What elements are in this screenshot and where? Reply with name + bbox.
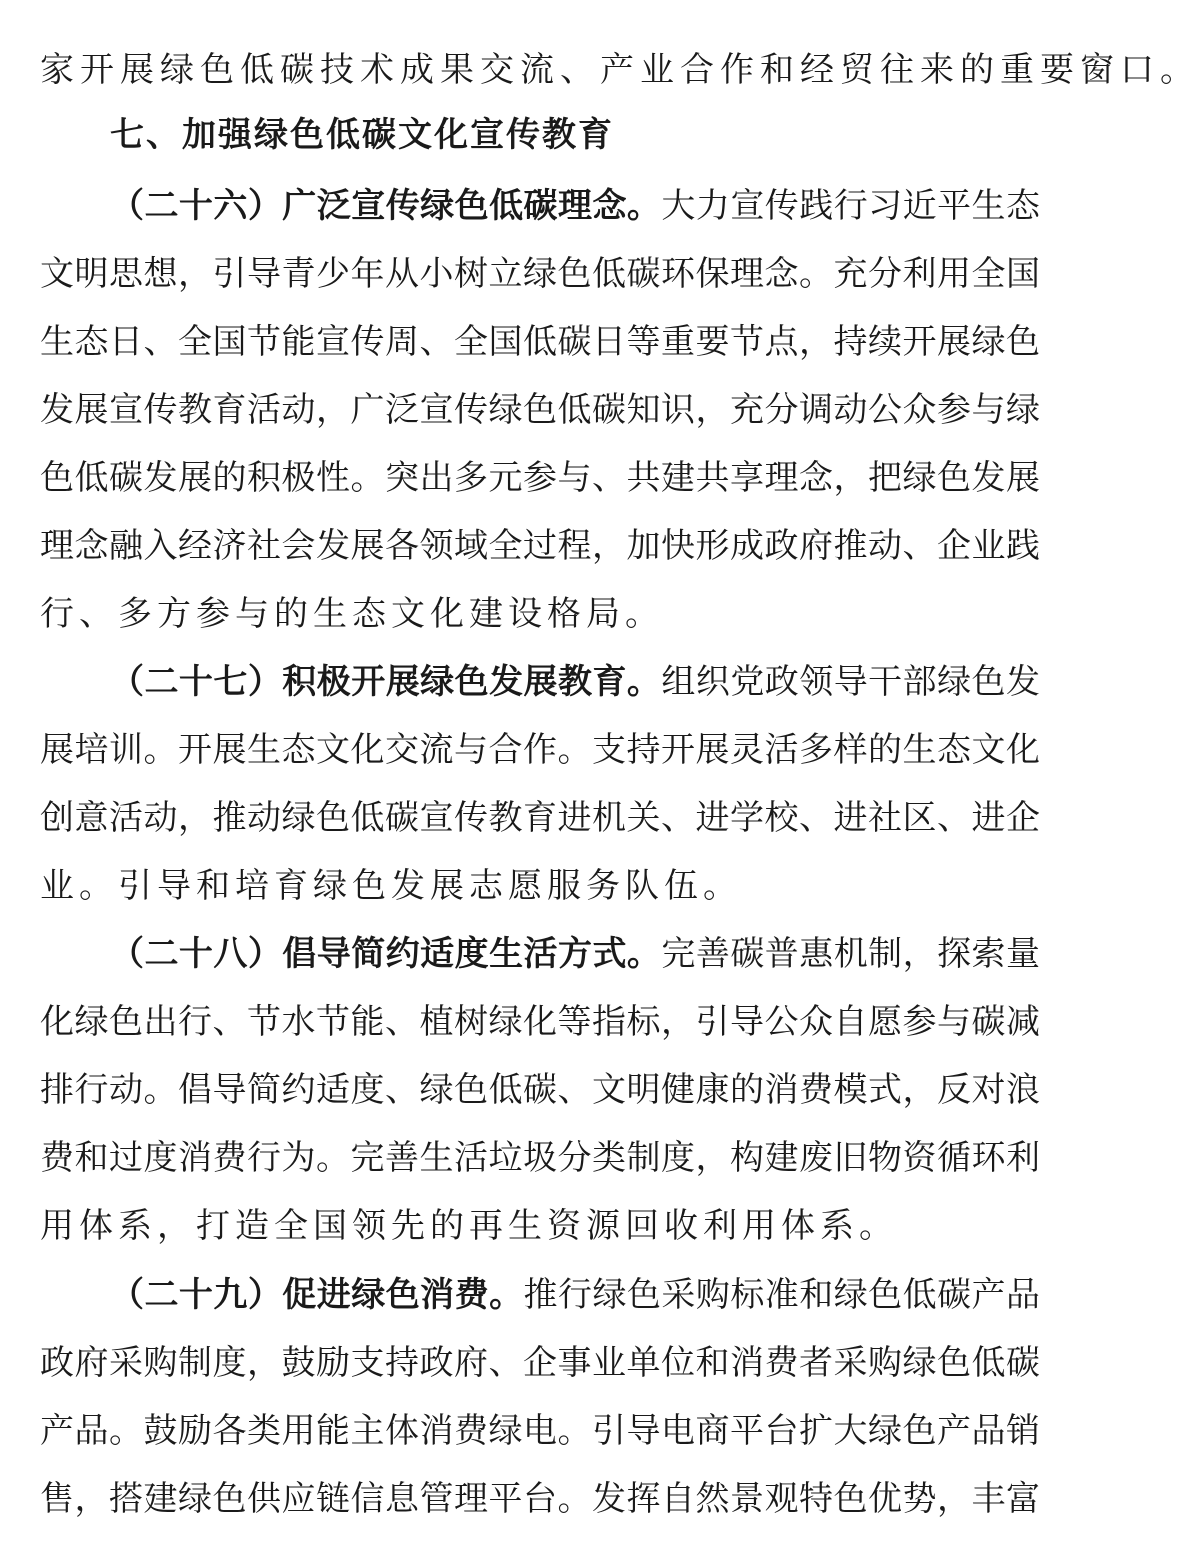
paragraph-27-title: （二十七）积极开展绿色发展教育。 (110, 662, 662, 702)
paragraph-26-line-2: 文明思想，引导青少年从小树立绿色低碳环保理念。充分利用全国 (40, 254, 1040, 294)
paragraph-26-line-3: 生态日、全国节能宣传周、全国低碳日等重要节点，持续开展绿色 (40, 322, 1040, 362)
paragraph-26-title: （二十六）广泛宣传绿色低碳理念。 (110, 186, 662, 226)
paragraph-26-line-4: 发展宣传教育活动，广泛宣传绿色低碳知识，充分调动公众参与绿 (40, 390, 1040, 430)
paragraph-27-line-3: 创意活动，推动绿色低碳宣传教育进机关、进学校、进社区、进企 (40, 798, 1040, 838)
paragraph-28-line-1 (110, 920, 1040, 988)
paragraph-26-line-1 (110, 172, 1040, 240)
paragraph-26-line-5: 色低碳发展的积极性。突出多元参与、共建共享理念，把绿色发展 (40, 458, 1040, 498)
paragraph-27-line-4: 业。引导和培育绿色发展志愿服务队伍。 (40, 866, 742, 906)
paragraph-29-line-2: 政府采购制度，鼓励支持政府、企事业单位和消费者采购绿色低碳 (40, 1343, 1040, 1383)
paragraph-27-text: 组织党政领导干部绿色发 (661, 662, 1041, 702)
paragraph-28-line-2: 化绿色出行、节水节能、植树绿化等指标，引导公众自愿参与碳减 (40, 1002, 1040, 1042)
paragraph-29-text: 推行绿色采购标准和绿色低碳产品 (523, 1275, 1041, 1315)
text-line-1: 家开展绿色低碳技术成果交流、产业合作和经贸往来的重要窗口。 (40, 50, 1200, 90)
section-heading: 七、加强绿色低碳文化宣传教育 (110, 115, 614, 155)
paragraph-28-line-5: 用体系，打造全国领先的再生资源回收利用体系。 (40, 1206, 898, 1246)
paragraph-27-line-1 (110, 648, 1040, 716)
paragraph-26-line-6: 理念融入经济社会发展各领域全过程，加快形成政府推动、企业践 (40, 526, 1040, 566)
paragraph-29-title: （二十九）促进绿色消费。 (110, 1275, 524, 1315)
paragraph-28-title: （二十八）倡导简约适度生活方式。 (110, 934, 662, 974)
paragraph-27-line-2: 展培训。开展生态文化交流与合作。支持开展灵活多样的生态文化 (40, 730, 1040, 770)
paragraph-26-text: 大力宣传践行习近平生态 (661, 186, 1041, 226)
paragraph-28-text: 完善碳普惠机制，探索量 (661, 934, 1041, 974)
paragraph-28-line-4: 费和过度消费行为。完善生活垃圾分类制度，构建废旧物资循环利 (40, 1138, 1040, 1178)
paragraph-29-line-4: 售，搭建绿色供应链信息管理平台。发挥自然景观特色优势，丰富 (40, 1479, 1040, 1519)
paragraph-29-line-1 (110, 1261, 1040, 1329)
paragraph-28-line-3: 排行动。倡导简约适度、绿色低碳、文明健康的消费模式，反对浪 (40, 1070, 1040, 1110)
paragraph-29-line-3: 产品。鼓励各类用能主体消费绿电。引导电商平台扩大绿色产品销 (40, 1411, 1040, 1451)
paragraph-26-line-7: 行、多方参与的生态文化建设格局。 (40, 594, 664, 634)
